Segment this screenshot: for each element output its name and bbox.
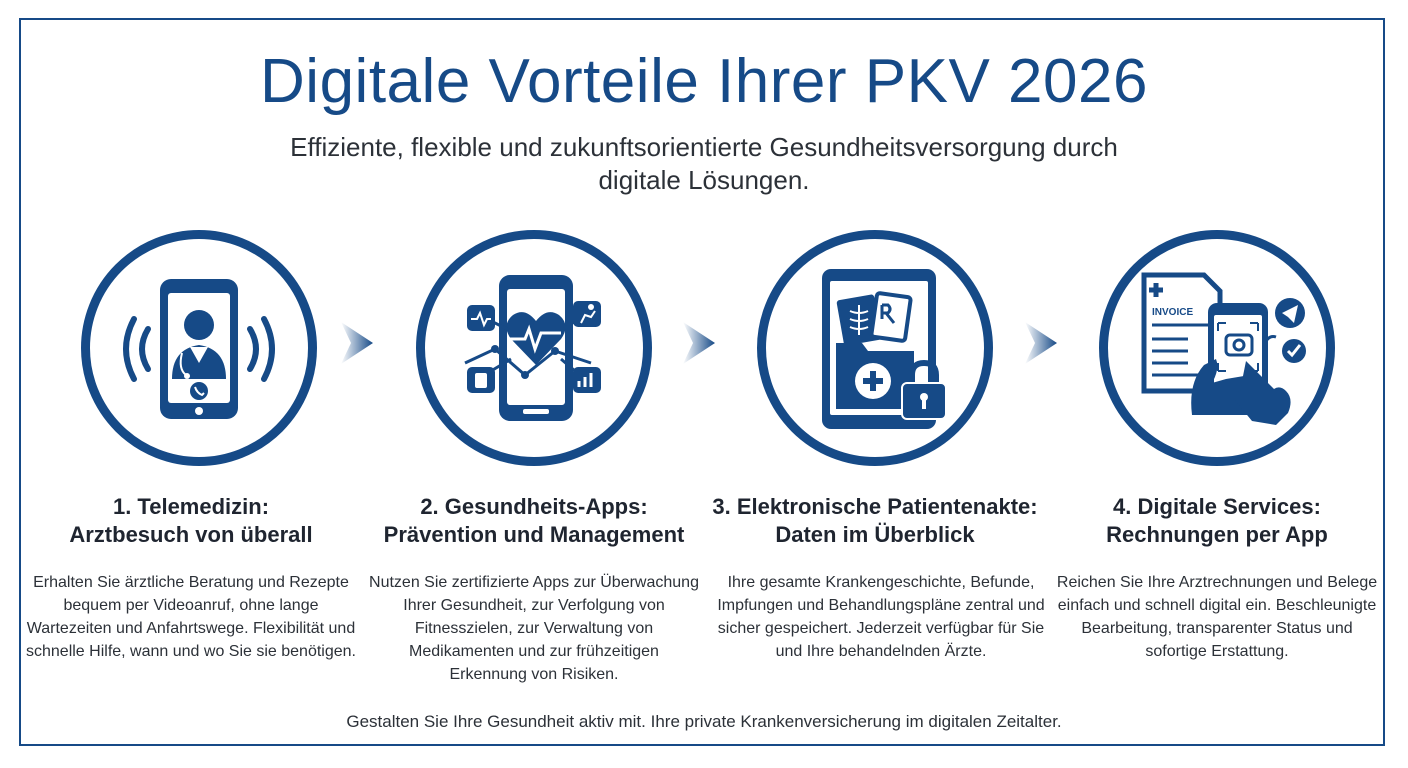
step-4-description: Reichen Sie Ihre Arztrechnungen und Belege einfach und schnell digital ein. Beschleunigte Bearbeitung, transparenter Status und sofortige Erstattung.: [1056, 574, 1378, 660]
step-3-heading: [705, 493, 1045, 549]
step-2-heading: [364, 493, 704, 549]
step-1-heading-line2: Arztbesuch von überall: [69, 522, 313, 547]
step-1-heading: [21, 493, 361, 549]
chevron-right-icon: [679, 318, 719, 368]
footer-tagline: Gestalten Sie Ihre Gesundheit aktiv mit. Ihre private Krankenversicherung im digitalen Zeitalter.: [346, 712, 1062, 731]
electronic-health-record-icon: [766, 239, 984, 457]
step-2-heading-line1: 2. Gesundheits-Apps:: [420, 494, 648, 519]
step-2-description: Nutzen Sie zertifizierte Apps zur Überwachung Ihrer Gesundheit, zur Verfolgung von Fitnesszielen, zur Verwaltung von Medikamenten und zur frühzeitigen Erkennung von Risiken.: [369, 574, 699, 683]
invoice-label: INVOICE: [1152, 307, 1194, 318]
step-4-heading-line2: Rechnungen per App: [1106, 522, 1328, 547]
telemedicine-circle: [81, 230, 317, 466]
step-1-description: Erhalten Sie ärztliche Beratung und Rezepte bequem per Videoanruf, ohne lange Wartezeiten und Anfahrtswege. Flexibilität und schnelle Hilfe, wann und wo Sie sie benötigen.: [26, 574, 356, 660]
digital-services-circle: [1099, 230, 1335, 466]
page-subtitle: Effiziente, flexible und zukunftsorientierte Gesundheitsversorgung durch digitale Lösungen.: [290, 132, 1118, 195]
step-1-heading-line1: 1. Telemedizin:: [112, 494, 270, 519]
step-3-heading-line1: 3. Elektronische Patientenakte:: [712, 494, 1038, 519]
patient-record-circle: [757, 230, 993, 466]
health-apps-phone-icon: [425, 239, 643, 457]
invoice-scan-app-icon: [1108, 239, 1326, 457]
video-call-doctor-icon: [90, 239, 308, 457]
chevron-right-icon: [337, 318, 377, 368]
step-3-description: Ihre gesamte Krankengeschichte, Befunde, Impfungen und Behandlungspläne zentral und sicher gespeichert. Jederzeit verfügbar für Sie und Ihre behandelnden Ärzte.: [717, 574, 1045, 660]
step-3-heading-line2: Daten im Überblick: [775, 522, 975, 547]
health-apps-circle: [416, 230, 652, 466]
chevron-right-icon: [1021, 318, 1061, 368]
step-2-heading-line2: Prävention und Management: [383, 522, 685, 547]
step-4-heading-line1: 4. Digitale Services:: [1113, 494, 1321, 519]
page-title: Digitale Vorteile Ihrer PKV 2026: [260, 47, 1148, 116]
step-4-heading: [1047, 493, 1387, 549]
